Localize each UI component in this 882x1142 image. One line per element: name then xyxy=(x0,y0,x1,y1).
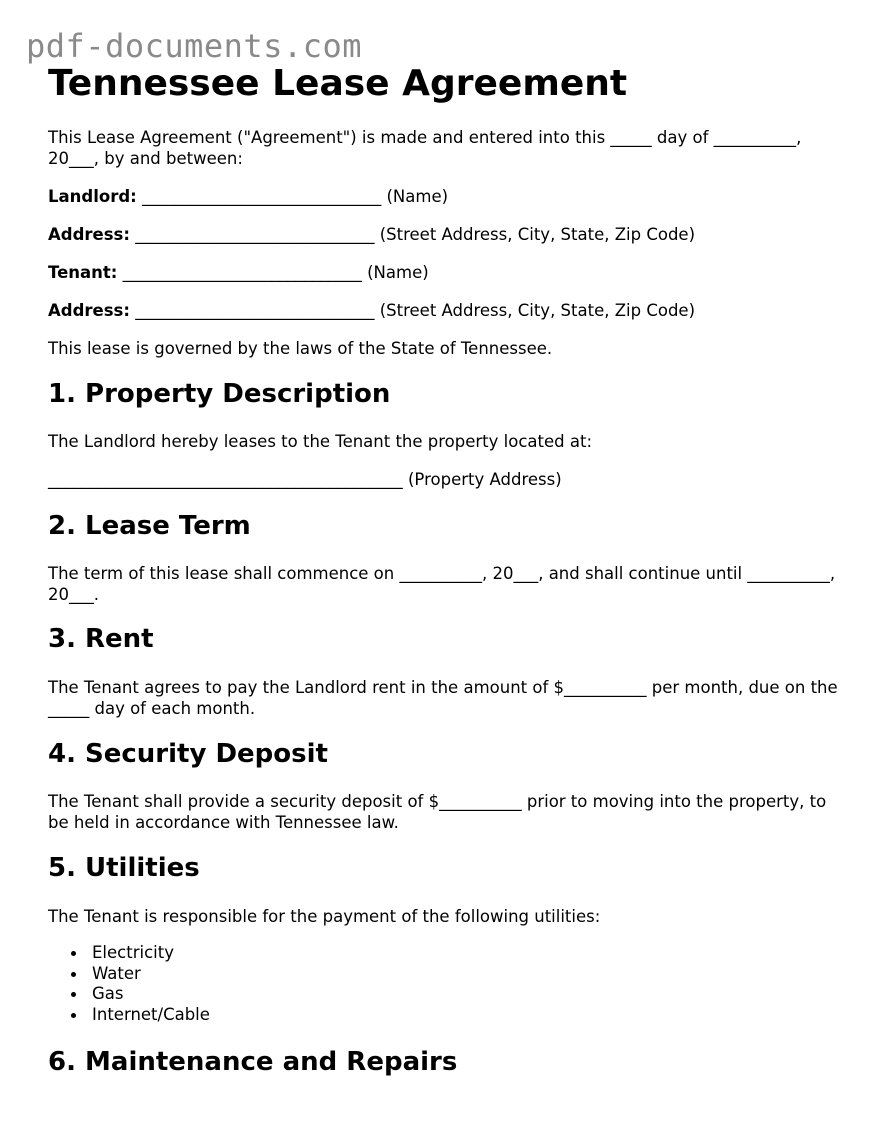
list-item: Internet/Cable xyxy=(48,1005,210,1026)
list-item: Water xyxy=(48,964,210,985)
tenant-address-field xyxy=(48,300,695,321)
landlord-address-blank: _____________________________ (Street Address, City, State, Zip Code) xyxy=(129,225,696,244)
tenant-blank: _____________________________ (Name) xyxy=(117,263,429,282)
section-heading-lease-term: 2. Lease Term xyxy=(48,511,251,541)
tenant-label: Tenant: xyxy=(48,263,118,282)
landlord-label: Landlord: xyxy=(48,187,137,206)
section-heading-property: 1. Property Description xyxy=(48,379,391,409)
intro-paragraph: This Lease Agreement ("Agreement") is made and entered into this _____ day of __________, 20___, by and between: xyxy=(48,128,802,168)
property-text: The Landlord hereby leases to the Tenant the property located at: xyxy=(48,432,593,451)
security-deposit-text: The Tenant shall provide a security deposit of $__________ prior to moving into the property, to be held in accordance with Tennessee law. xyxy=(48,792,827,832)
property-address-line: ___________________________________________ (Property Address) xyxy=(48,470,562,489)
tenant-address-label: Address: xyxy=(48,301,130,320)
watermark: pdf-documents.com xyxy=(26,27,363,65)
tenant-field xyxy=(48,262,429,283)
section-heading-security-deposit: 4. Security Deposit xyxy=(48,739,328,769)
governing-law-text: This lease is governed by the laws of the State of Tennessee. xyxy=(48,339,553,358)
landlord-blank: _____________________________ (Name) xyxy=(136,187,449,206)
list-item: Electricity xyxy=(48,943,210,964)
list-item: Gas xyxy=(48,984,210,1005)
document-title: Tennessee Lease Agreement xyxy=(48,63,628,104)
utilities-text: The Tenant is responsible for the payment of the following utilities: xyxy=(48,907,601,926)
landlord-field xyxy=(48,186,448,207)
lease-term-text: The term of this lease shall commence on __________, 20___, and shall continue until __________, 20___. xyxy=(48,564,836,604)
section-heading-utilities: 5. Utilities xyxy=(48,853,200,883)
landlord-address-field xyxy=(48,224,695,245)
section-heading-maintenance: 6. Maintenance and Repairs xyxy=(48,1047,458,1077)
landlord-address-label: Address: xyxy=(48,225,130,244)
utilities-list xyxy=(48,943,210,1026)
tenant-address-blank: _____________________________ (Street Address, City, State, Zip Code) xyxy=(129,301,696,320)
rent-text: The Tenant agrees to pay the Landlord rent in the amount of $__________ per month, due on the _____ day of each month. xyxy=(48,678,838,718)
section-heading-rent: 3. Rent xyxy=(48,624,154,654)
